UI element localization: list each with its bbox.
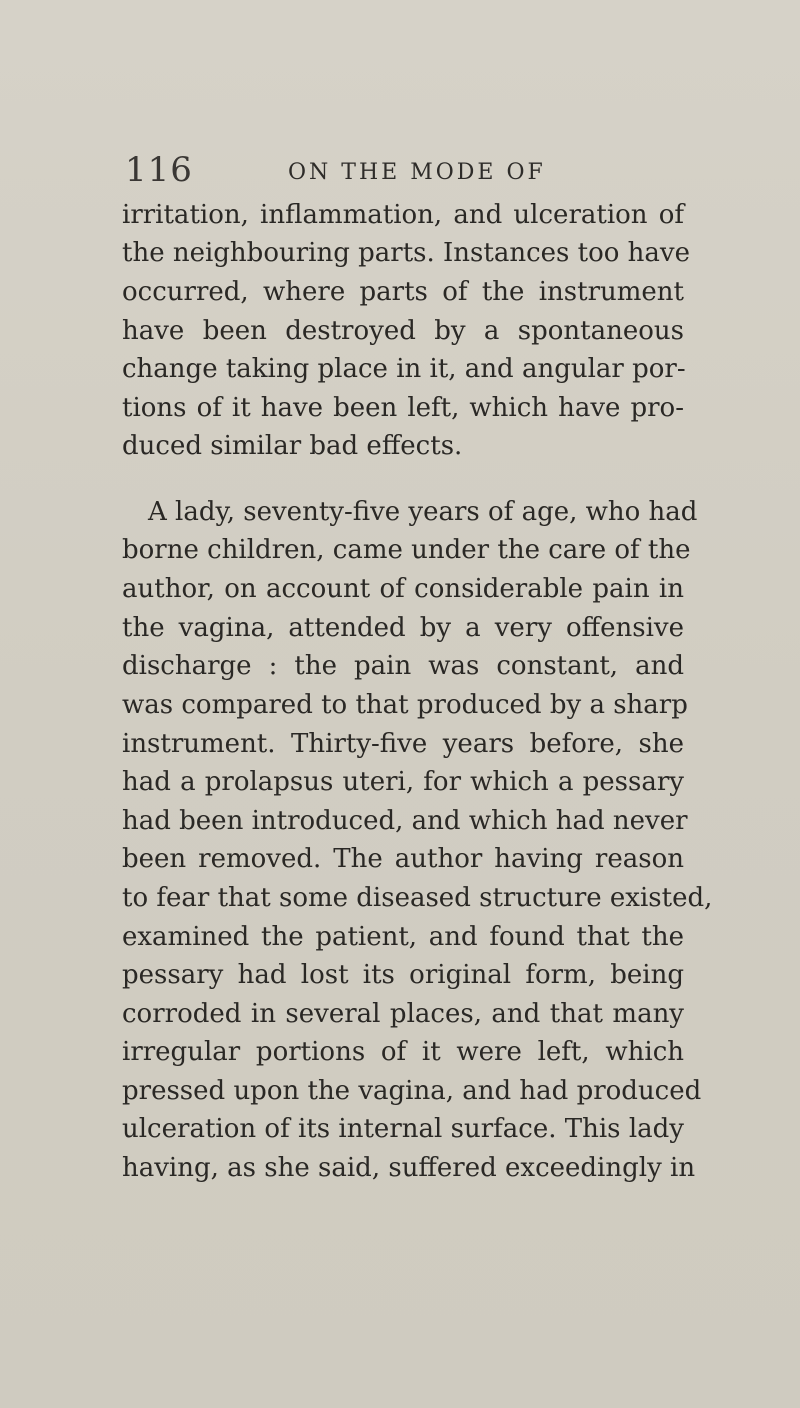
text-line: ulceration of its internal surface. This lady bbox=[122, 1114, 684, 1144]
text-line: had been introduced, and which had never bbox=[122, 806, 688, 836]
text-line: to fear that some diseased structure existed, bbox=[122, 883, 713, 913]
page-header bbox=[125, 150, 685, 196]
text-line: the neighbouring parts. Instances too have bbox=[122, 238, 690, 268]
running-title: ON THE MODE OF bbox=[288, 160, 546, 185]
text-line: A lady, seventy-five years of age, who had bbox=[148, 497, 698, 527]
page-number: 116 bbox=[125, 150, 193, 190]
text-line: instrument. Thirty-five years before, she bbox=[122, 729, 684, 759]
text-line: the vagina, attended by a very offensive bbox=[122, 613, 684, 643]
text-line: pressed upon the vagina, and had produced bbox=[122, 1076, 702, 1106]
text-line: occurred, where parts of the instrument bbox=[122, 277, 684, 307]
text-line: corroded in several places, and that many bbox=[122, 999, 684, 1029]
text-line: pessary had lost its original form, being bbox=[122, 960, 684, 990]
text-line: irregular portions of it were left, which bbox=[122, 1037, 684, 1067]
text-line: had a prolapsus uteri, for which a pessary bbox=[122, 767, 684, 797]
text-line: discharge : the pain was constant, and bbox=[122, 651, 684, 681]
text-line: duced similar bad effects. bbox=[122, 431, 463, 461]
text-line: been removed. The author having reason bbox=[122, 844, 684, 874]
text-line: borne children, came under the care of the bbox=[122, 535, 691, 565]
text-line: author, on account of considerable pain in bbox=[122, 574, 684, 604]
text-line: have been destroyed by a spontaneous bbox=[122, 316, 684, 346]
text-line: tions of it have been left, which have pro- bbox=[122, 393, 684, 423]
text-line: was compared to that produced by a sharp bbox=[122, 690, 688, 720]
text-line: examined the patient, and found that the bbox=[122, 922, 684, 952]
text-line: change taking place in it, and angular por- bbox=[122, 354, 686, 384]
text-line: having, as she said, suffered exceedingly in bbox=[122, 1153, 696, 1183]
text-line: irritation, inflammation, and ulceration of bbox=[122, 200, 684, 230]
